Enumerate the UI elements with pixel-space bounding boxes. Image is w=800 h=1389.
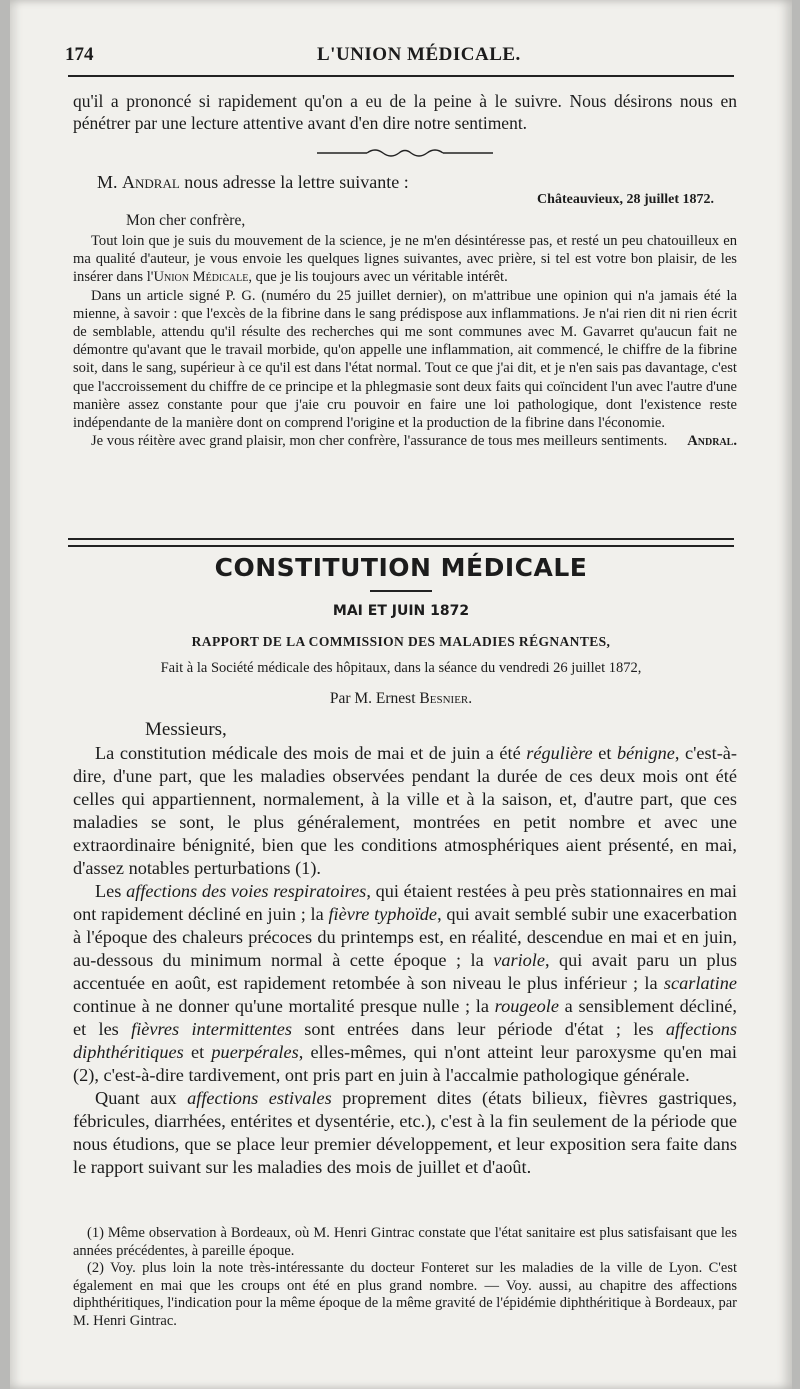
letter-p1-text-b: , que je lis toujours avec un véritable intérêt. <box>248 269 508 286</box>
report-paragraph-2 <box>73 880 737 1087</box>
section-subtitle: MAI ET JUIN 1872 <box>332 603 470 619</box>
footnotes <box>73 1225 737 1330</box>
section-divider <box>68 538 734 547</box>
p2-text-f: a sensiblement décliné, et les <box>73 996 737 1039</box>
p3-text-a: Quant aux <box>95 1088 188 1108</box>
letter-author-name: Andral <box>122 172 180 192</box>
society-line: Fait à la Société médicale des hôpitaux, dans la séance du vendredi 26 juillet 1872, <box>160 660 642 676</box>
section-title: CONSTITUTION MÉDICALE <box>214 553 588 582</box>
letter-signature: Andral. <box>687 433 737 450</box>
letter-introduction <box>97 172 409 193</box>
p2-text-b: , qui étaient restées à peu près stationnaires en mai ont rapidement décliné en juin ; la <box>73 881 738 924</box>
footnote-2: (2) Voy. plus loin la note très-intéressante du docteur Fonteret sur les maladies de la ville de Lyon. C'est également en mai que les croups ont été en plus grand nombre. — Voy. aussi, au chapitre des affections diphthéritiques, l'indication pour la même époque de la même gravité de l'épidémie diphthéritique à Bordeaux, par M. Henri Gintrac. <box>73 1260 737 1329</box>
p2-italic-8: puerpérales <box>211 1042 299 1062</box>
p1-italic-1: régulière <box>526 743 593 763</box>
p2-italic-4: scarlatine <box>663 973 737 993</box>
letter-p3-text: Je vous réitère avec grand plaisir, mon cher confrère, l'assurance de tous mes meilleurs sentiments. <box>91 433 668 450</box>
p2-italic-3: variole <box>493 950 545 970</box>
p2-text-c: , qui avait semblé subir une exacerbation à l'époque des chaleurs précoces du printemps est, en réalité, descendue en mai et en juin, au-dessous du minimum normal à cette époque ; la <box>73 904 737 970</box>
p2-italic-7: affections diphthéritiques <box>73 1019 737 1062</box>
report-paragraph-1 <box>73 742 737 880</box>
header-rule <box>68 75 734 77</box>
p3-text-b: proprement dites (états bilieux, fièvres gastriques, fébricules, diarrhées, entérites et dysentérie, etc.), c'est à la fin seulement de la période que nous étudions, que se place leur premier développement, et leur exposition sera faite dans le rapport suivant sur les maladies des mois de juillet et d'août. <box>73 1088 737 1177</box>
author-line <box>10 690 792 708</box>
journal-title: L'UNION MÉDICALE. <box>317 44 521 65</box>
p1-italic-2: bénigne <box>616 743 675 763</box>
letter-place-date: Châteauvieux, 28 juillet 1872. <box>537 192 714 207</box>
letter-p1-text-a: Tout loin que je suis du mouvement de la science, je ne m'en désintéresse pas, et resté un peu chatouilleux en ma qualité d'auteur, je vous envoie les quelques lignes suivantes, avec prière, si tel est votre bon plaisir, de les insérer dans l' <box>73 233 737 286</box>
p2-text-g: sont entrées dans leur période d'état ; les <box>292 1019 666 1039</box>
letter-salutation: Mon cher confrère, <box>126 212 246 229</box>
p2-italic-6: fièvres intermittentes <box>131 1019 292 1039</box>
report-body <box>73 742 737 1179</box>
letter-body <box>73 232 737 450</box>
p2-text-d: , qui avait paru un plus accentuée en août, est rapidement retombée à son niveau le plus inférieur ; la <box>73 950 737 993</box>
author-prefix: Par M. Ernest <box>329 690 416 707</box>
p2-text-e: continue à ne donner qu'une mortalité presque nulle ; la <box>73 996 495 1016</box>
report-greeting: Messieurs, <box>145 719 227 740</box>
report-title: RAPPORT DE LA COMMISSION DES MALADIES RÉGNANTES, <box>191 634 611 649</box>
p2-italic-5: rougeole <box>494 996 559 1016</box>
letter-paragraph-1 <box>73 232 737 287</box>
p2-text-a: Les <box>95 881 127 901</box>
page-header <box>65 44 735 72</box>
author-name: Besnier. <box>419 690 473 707</box>
journal-page <box>10 0 792 1389</box>
intro-text: qu'il a prononcé si rapidement qu'on a eu de la peine à le suivre. Nous désirons nous en pénétrer par une lecture attentive avant d'en dire notre sentiment. <box>73 91 737 133</box>
letter-journal-name: Union Médicale <box>153 269 249 286</box>
report-paragraph-3 <box>73 1087 737 1179</box>
p1-text-b: et <box>592 743 617 763</box>
p2-text-h: et <box>183 1042 212 1062</box>
letter-intro-suffix: nous adresse la lettre suivante : <box>184 172 409 192</box>
letter-paragraph-2: Dans un article signé P. G. (numéro du 25 juillet dernier), on m'attribue une opinion qui n'a jamais été la mienne, à savoir : que l'excès de la fibrine dans le sang prédispose aux inflammations. Je n'ai rien dit ni rien écrit de semblable, attendu qu'il résulte des recherches qui me sont communes avec M. Gavarret qu'aucun fait ne démontre qu'avant que le travail morbide, qu'on appelle une inflammation, ait commencé, le chiffre de la fibrine soit, dans le sang, supérieur à ce qu'il est dans l'état normal. Tout ce que j'ai dit, et je n'en sais pas davantage, c'est que l'accroissement du chiffre de ce principe et la phlegmasie sont deux faits qui coïncident l'un avec l'autre d'une manière assez constante pour que j'aie cru pouvoir en faire une loi pathologique, dont l'existence reste indépendante de la manière dont on comprend l'origine et la production de la fibrine dans l'économie. <box>73 287 737 432</box>
p2-italic-2: fièvre typhoïde <box>328 904 438 924</box>
footnote-1: (1) Même observation à Bordeaux, où M. Henri Gintrac constate que l'état sanitaire est plus satisfaisant que les années précédentes, à pareille époque. <box>73 1225 737 1259</box>
p1-text-c: , c'est-à-dire, d'une part, que les maladies observées pendant la durée de ces deux mois ont été celles qui appartiennent, normalement, à la ville et à la saison, et, d'autre part, que ces maladies se sont, le plus généralement, montrées en petit nombre et avec une extraordinaire bénignité, bien que les conditions atmosphériques aient présenté, en mai, d'assez notables perturbations (1). <box>73 743 737 878</box>
page-number: 174 <box>65 44 94 65</box>
title-underline <box>370 590 432 592</box>
p2-italic-1: affections des voies respiratoires <box>126 881 367 901</box>
p2-text-j: , elles-mêmes, qui n'ont atteint leur paroxysme qu'en mai (2), c'est-à-dire tardivement, ont pris part en juin à l'accalmie pathologique générale. <box>73 1042 737 1085</box>
letter-intro-prefix: M. <box>97 172 118 192</box>
letter-paragraph-3 <box>73 432 737 450</box>
ornament-divider <box>317 146 493 160</box>
intro-paragraph <box>73 90 737 134</box>
p3-italic-1: affections estivales <box>187 1088 332 1108</box>
p1-text-a: La constitution médicale des mois de mai et de juin a été <box>95 743 527 763</box>
